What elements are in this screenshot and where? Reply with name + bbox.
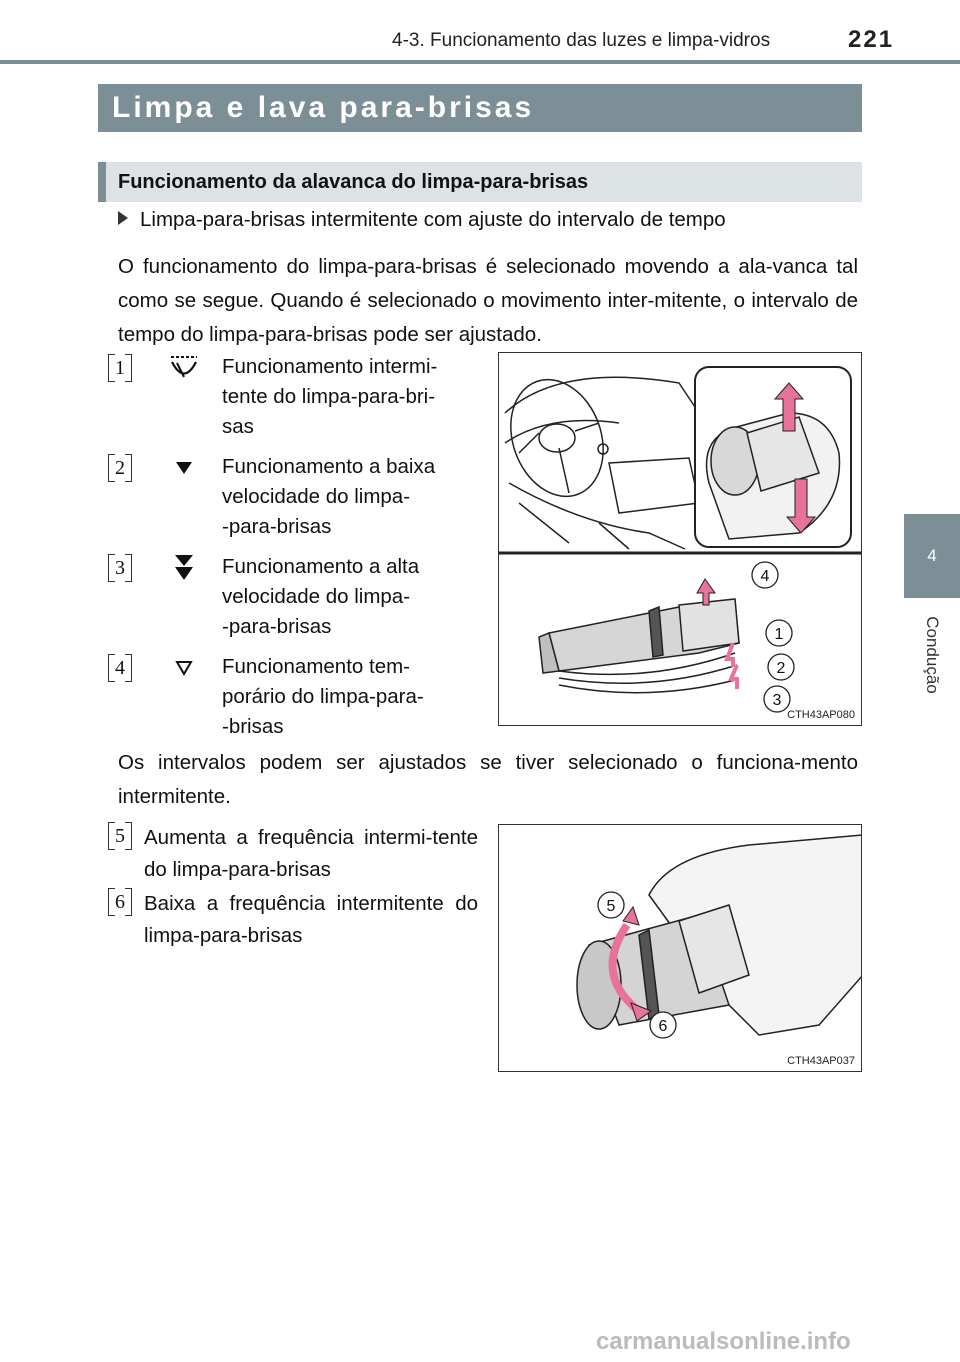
page-number: 221 bbox=[848, 26, 895, 53]
item-number: 1 bbox=[108, 354, 132, 382]
figure-wiper-lever-positions bbox=[498, 352, 862, 726]
chapter-heading: 4-3. Funcionamento das luzes e limpa-vidros bbox=[392, 30, 771, 51]
bullet-text: Limpa-para-brisas intermitente com ajuste do intervalo de tempo bbox=[140, 208, 726, 231]
callout-label: 4 bbox=[760, 568, 770, 585]
item-line: velocidade do limpa- bbox=[222, 485, 411, 508]
chapter-tab-label-box bbox=[904, 600, 960, 710]
item-line: Funcionamento intermi- bbox=[222, 355, 438, 378]
watermark: carmanualsonline.info bbox=[596, 1328, 851, 1355]
chapter-tab bbox=[904, 514, 960, 598]
item-text bbox=[222, 552, 482, 642]
item-text bbox=[222, 352, 482, 442]
intro-paragraph: O funcionamento do limpa-para-brisas é selecionado movendo a ala-vanca tal como se segue. Quando é selecionado o movimento inter-mitente, o intervalo de tempo do limpa-para-brisas pode ser ajustado. bbox=[118, 255, 858, 346]
item-text bbox=[222, 652, 482, 742]
callout-label: 3 bbox=[772, 692, 782, 709]
item-line: Funcionamento tem- bbox=[222, 655, 411, 678]
callout-label: 6 bbox=[658, 1018, 668, 1035]
figure-code: CTH43AP080 bbox=[787, 709, 855, 721]
list-item bbox=[104, 354, 484, 454]
mist-icon bbox=[168, 654, 200, 682]
item-line: porário do limpa-para- bbox=[222, 685, 424, 708]
subsection-title: Funcionamento da alavanca do limpa-para-brisas bbox=[98, 162, 862, 202]
figure-code: CTH43AP037 bbox=[787, 1055, 855, 1067]
item-line: Funcionamento a alta bbox=[222, 555, 420, 578]
item-line: velocidade do limpa- bbox=[222, 585, 411, 608]
bullet-line bbox=[118, 208, 726, 232]
intervals-paragraph: Os intervalos podem ser ajustados se tiver selecionado o funciona-mento intermitente. bbox=[118, 751, 858, 808]
figure-interval-adjust bbox=[498, 824, 862, 1072]
item-line: -para-brisas bbox=[222, 615, 332, 638]
low-speed-icon bbox=[168, 454, 200, 482]
section-title: Limpa e lava para-brisas bbox=[98, 84, 862, 132]
callout-label: 5 bbox=[606, 898, 616, 915]
callout-label: 1 bbox=[774, 626, 784, 643]
callout-label: 2 bbox=[776, 660, 786, 677]
bullet-triangle-icon bbox=[118, 211, 128, 225]
wiper-lever-illustration bbox=[499, 353, 862, 726]
item-line: Funcionamento a baixa bbox=[222, 455, 436, 478]
interval-dial-illustration bbox=[499, 825, 862, 1072]
item-line: tente do limpa-para-bri- bbox=[222, 385, 436, 408]
chapter-tab-label: Condução bbox=[923, 616, 942, 694]
header-rule bbox=[0, 60, 960, 64]
item-number: 6 bbox=[108, 888, 132, 916]
item-number: 5 bbox=[108, 822, 132, 850]
item-number: 2 bbox=[108, 454, 132, 482]
list-item bbox=[104, 454, 484, 554]
high-speed-icon bbox=[168, 554, 200, 582]
item-line: -para-brisas bbox=[222, 515, 332, 538]
item-text bbox=[222, 452, 482, 542]
list-item bbox=[104, 554, 484, 654]
item-number: 4 bbox=[108, 654, 132, 682]
chapter-tab-number: 4 bbox=[927, 546, 937, 565]
item-text: Baixa a frequência intermitente do limpa-para-brisas bbox=[144, 892, 478, 947]
item-line: -brisas bbox=[222, 715, 284, 738]
item-line: sas bbox=[222, 415, 254, 438]
item-number: 3 bbox=[108, 554, 132, 582]
item-text: Aumenta a frequência intermi-tente do limpa-para-brisas bbox=[144, 826, 478, 881]
list-item bbox=[104, 654, 484, 754]
intermittent-wiper-icon bbox=[168, 354, 200, 382]
